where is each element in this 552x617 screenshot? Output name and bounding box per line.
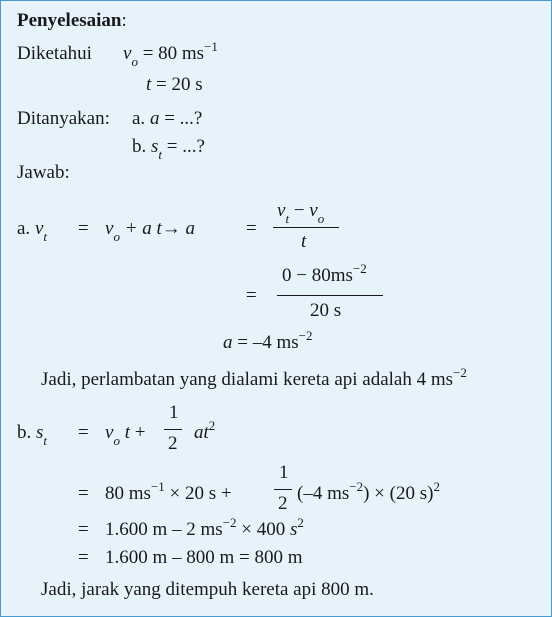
part-a-eq2: = — [246, 218, 257, 239]
half-denominator: 2 — [168, 433, 178, 454]
part-b-at2: $at^2$ — [194, 418, 216, 443]
frac2-denominator: 20 s — [310, 300, 342, 321]
asked-b: b. $s_t$ = ...? — [132, 136, 205, 162]
part-b-label: b. $s_t$ — [17, 422, 48, 448]
heading-colon: : — [121, 10, 127, 31]
heading-line — [17, 10, 127, 32]
part-b-eq2: = — [78, 483, 89, 504]
part-b-eq4: = — [78, 547, 89, 568]
frac2-numerator: $0 - 80ms^{-2}$ — [282, 261, 367, 286]
part-a-eq1: = — [78, 218, 89, 239]
heading: Penyelesaian — [17, 10, 122, 31]
part-b-line2-start: 80 $ms^{-1} \times 20$ s + — [105, 479, 232, 504]
answer-label: Jawab: — [17, 162, 70, 183]
part-a-rhs: $v_o + a$ t→ a — [105, 218, 196, 244]
part-b-eq3: = — [78, 519, 89, 540]
half2-denominator: 2 — [278, 493, 288, 514]
half2-bar — [274, 489, 292, 490]
part-a-equation: a. $v_t$ — [17, 218, 47, 244]
frac2-bar — [277, 295, 383, 296]
part-b-line4: 1.600 m – 800 m = 800 m — [105, 547, 303, 568]
asked-a: a. a = ...? — [132, 108, 203, 129]
known-label: Diketahui — [17, 43, 92, 64]
frac1-bar — [273, 227, 339, 228]
given-t: t = 20 s — [146, 74, 203, 95]
part-a-result: a = –4 $ms^{-2}$ — [223, 328, 313, 353]
frac1-numerator: $v_t - v_o$ — [277, 200, 325, 226]
part-b-line2-end: (–4 $ms^{-2}) \times (20$ s)$^2$ — [297, 479, 440, 504]
part-b-line3: 1.600 m – 2 $ms^{-2} \times 400$ $s^2$ — [105, 515, 304, 540]
half2-numerator: 1 — [279, 462, 289, 483]
half-bar — [164, 429, 182, 430]
asked-label: Ditanyakan: — [17, 108, 110, 129]
part-b-eq1: = — [78, 422, 89, 443]
part-b-rhs: $v_o$ t + — [105, 422, 146, 448]
given-v0: $v_o = 80$ $ms^{-1}$ — [123, 39, 218, 69]
part-b-conclusion: Jadi, jarak yang ditempuh kereta api 800 m. — [41, 579, 374, 600]
half-numerator: 1 — [169, 402, 179, 423]
part-a-eq3: = — [246, 285, 257, 306]
frac1-denominator: t — [301, 231, 307, 252]
part-a-conclusion: Jadi, perlambatan yang dialami kereta api adalah 4 $ms^{-2}$ — [41, 365, 467, 390]
